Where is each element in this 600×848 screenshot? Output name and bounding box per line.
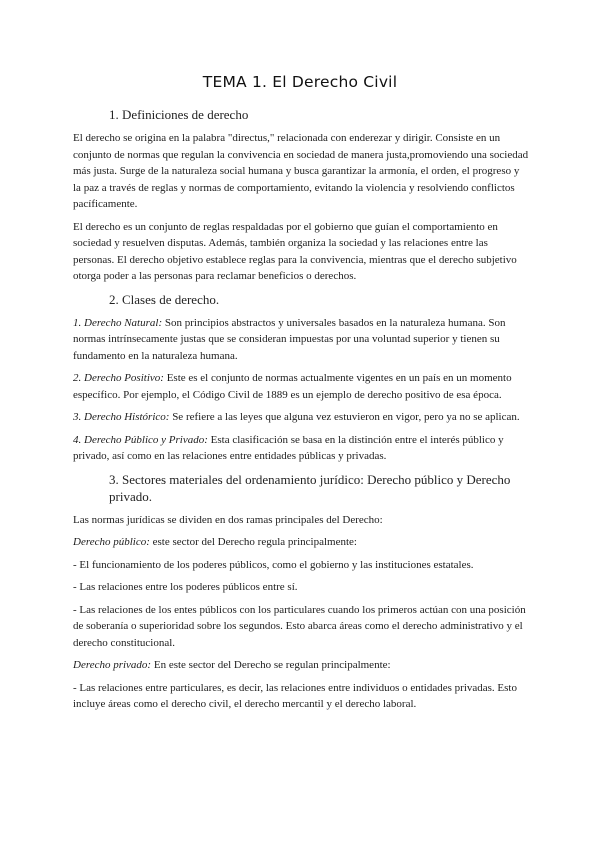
item-text: Se refiere a las leyes que alguna vez estuvieron en vigor, pero ya no se aplican. xyxy=(169,411,520,423)
item-text: Este es el conjunto de normas actualmente vigentes en un país en un momento específico. Por ejemplo, el Código Civil de 1889 es un ejemplo de derecho positivo de esa época. xyxy=(73,372,512,401)
section-2-item-2 xyxy=(73,370,529,403)
item-label: Derecho privado: xyxy=(73,659,152,671)
public-law-bullet-3: - Las relaciones de los entes públicos con los particulares cuando los primeros actúan con una posición de soberanía o superioridad sobre los segundos. Esto abarca áreas como el derecho administrativo y el derecho constitucional. xyxy=(73,603,526,649)
section-3-intro: Las normas jurídicas se dividen en dos ramas principales del Derecho: xyxy=(73,513,383,526)
public-law-bullet-2: - Las relaciones entre los poderes públicos entre sí. xyxy=(73,581,298,593)
private-law-intro xyxy=(73,657,529,674)
page-title: TEMA 1. El Derecho Civil xyxy=(202,73,398,91)
section-3-heading: 3. Sectores materiales del ordenamiento jurídico: Derecho público y Derecho privado. xyxy=(109,471,511,504)
item-text: En este sector del Derecho se regulan principalmente: xyxy=(151,659,391,671)
section-1-paragraph-1: El derecho se origina en la palabra "directus," relacionada con enderezar y dirigir. Consiste en un conjunto de normas que regulan la convivencia en sociedad de manera justa,promoviendo una sociedad más justa. Surge de la naturaleza social humana y busca garantizar la armonía, el orden, el progreso y la paz a través de reglas y normas de comportamiento, evitando la violencia y resolviendo conflictos pacíficamente. xyxy=(73,132,529,210)
item-label: 1. Derecho Natural: xyxy=(73,316,163,329)
section-1-paragraph-2: El derecho es un conjunto de reglas respaldadas por el gobierno que guían el comportamiento en sociedad y resuelven disputas. Además, también organiza la sociedad y las relaciones entre las personas. El derecho objetivo establece reglas para la convivencia, mientras que el derecho subjetivo otorga poder a las personas para reclamar beneficios o derechos. xyxy=(73,220,517,282)
item-text: este sector del Derecho regula principalmente: xyxy=(149,536,357,548)
private-law-bullet-1: - Las relaciones entre particulares, es decir, las relaciones entre individuos o entidades privadas. Esto incluye áreas como el derecho civil, el derecho mercantil y el derecho laboral. xyxy=(73,681,517,710)
section-1-heading: 1. Definiciones de derecho xyxy=(109,107,249,122)
section-2-item-1 xyxy=(73,315,529,365)
item-label: 3. Derecho Histórico: xyxy=(73,411,170,423)
section-2-item-4 xyxy=(73,432,529,465)
public-law-intro xyxy=(73,534,529,551)
item-label: Derecho público: xyxy=(73,536,150,548)
public-law-bullet-1: - El funcionamiento de los poderes públicos, como el gobierno y las instituciones estatales. xyxy=(73,558,474,571)
document-body xyxy=(73,106,529,719)
item-text: Son principios abstractos y universales basados en la naturaleza humana. Son normas intrínsecamente justas que se consideran impuestas por una voluntad superior y tienen su fundamento en la naturaleza humana. xyxy=(73,316,506,362)
section-2-item-3 xyxy=(73,409,529,426)
section-2-heading: 2. Clases de derecho. xyxy=(109,291,220,307)
item-text: Esta clasificación se basa en la distinción entre el interés público y privado, así como en las relaciones entre entidades públicas y privadas. xyxy=(73,433,504,462)
item-label: 2. Derecho Positivo: xyxy=(73,372,164,384)
item-label: 4. Derecho Público y Privado: xyxy=(73,433,208,446)
